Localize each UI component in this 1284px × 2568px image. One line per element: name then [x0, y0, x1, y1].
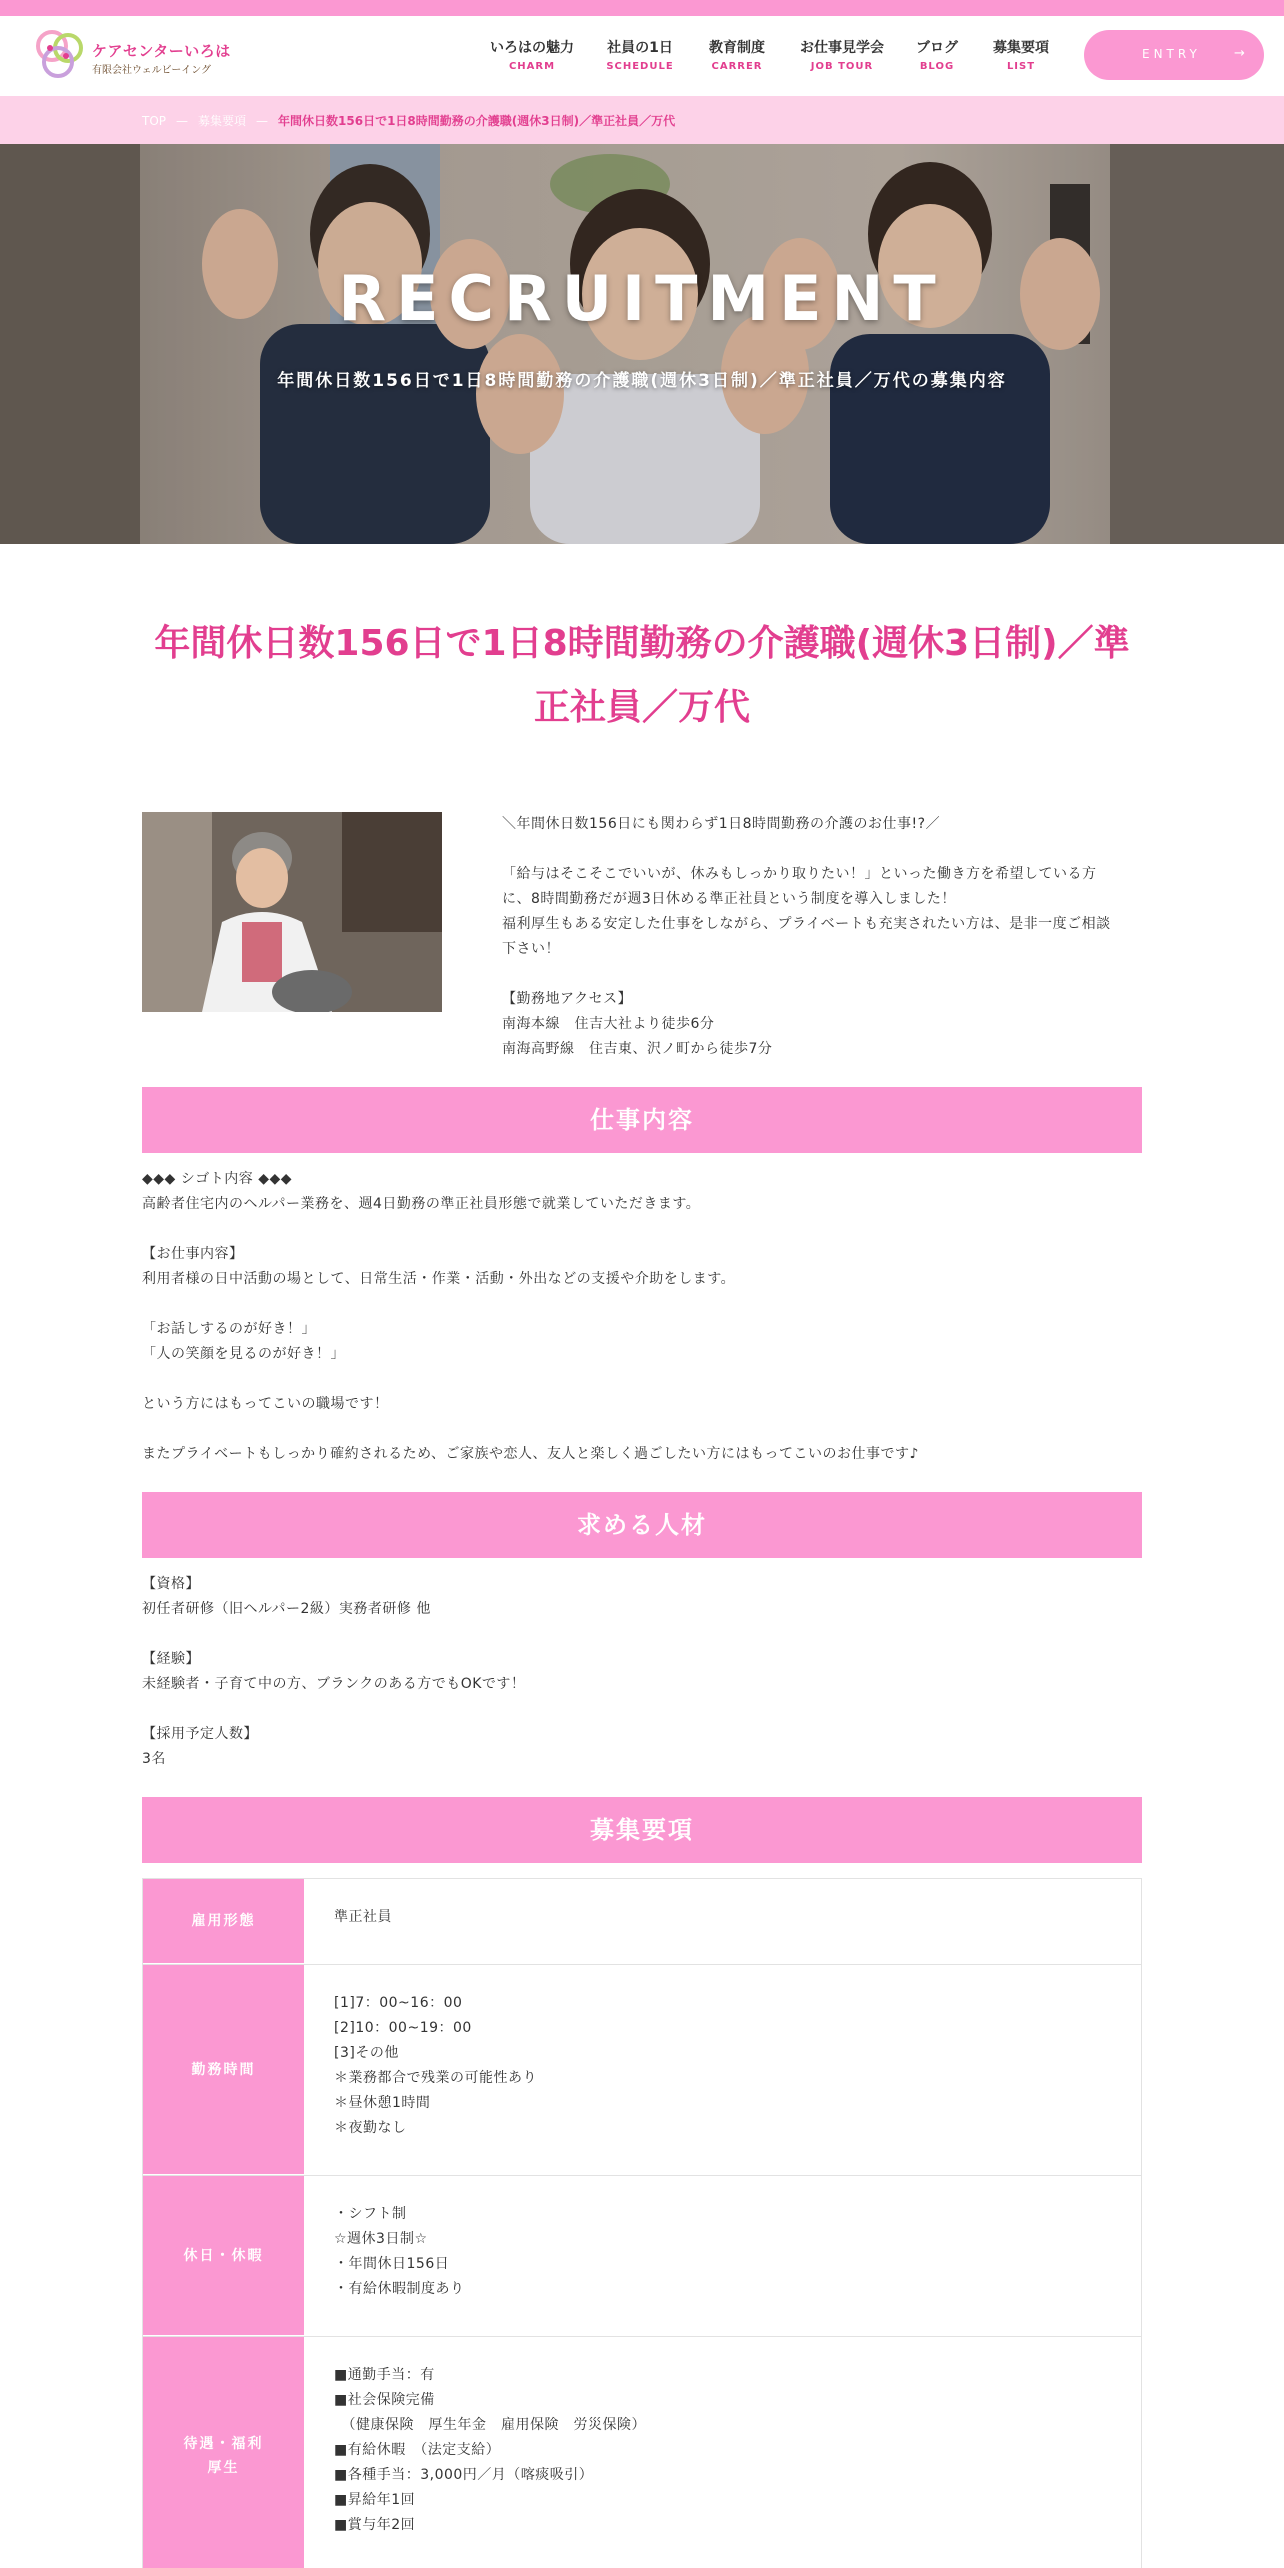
breadcrumb-list-link[interactable]: 募集要項: [198, 114, 247, 128]
people-line: 初任者研修（旧ヘルパー2級）実務者研修 他: [142, 1601, 431, 1617]
table-row-value: [304, 2337, 1141, 2568]
table-cell-line: ■社会保険完備: [334, 2392, 435, 2408]
breadcrumb-separator: —: [176, 114, 189, 128]
job-line: [142, 1217, 1142, 1242]
nav-item-blog[interactable]: [912, 38, 962, 76]
table-row-value: [304, 2176, 1141, 2336]
intro-line: [502, 962, 1142, 987]
job-line: という方にはもってこいの職場です！: [142, 1396, 389, 1412]
table-row-label: 待遇・福利 厚生: [143, 2337, 304, 2568]
section-heading-requirements: 募集要項: [142, 1797, 1142, 1863]
nav-label-jp: お仕事見学会: [800, 40, 884, 56]
site-logo[interactable]: [32, 24, 232, 84]
nav-label-en: LIST: [1006, 61, 1036, 72]
table-cell-line: ＊夜勤なし: [334, 2120, 407, 2136]
breadcrumb-current: 年間休日数156日で1日8時間勤務の介護職(週休3日制)／準正社員／万代: [278, 114, 676, 128]
breadcrumb: [0, 96, 1284, 144]
intro-line: 南海本線 住吉大社より徒歩6分: [502, 1016, 715, 1032]
people-line: 【資格】: [142, 1576, 200, 1592]
intro-line: 【勤務地アクセス】: [502, 991, 633, 1007]
table-cell-line: ・年間休日156日: [334, 2256, 450, 2272]
nav-label-jp: ブログ: [916, 40, 958, 56]
nav-label-en: BLOG: [919, 61, 955, 72]
hero-subtitle: 年間休日数156日で1日8時間勤務の介護職(週休3日制)／準正社員／万代の募集内容: [277, 371, 1007, 391]
table-row-label: 雇用形態: [143, 1879, 304, 1964]
logo-company-sub: 有限会社ウェルビーイング: [92, 65, 211, 76]
hero-banner: [0, 144, 1284, 544]
nav-label-jp: いろはの魅力: [490, 40, 574, 56]
table-cell-line: ・シフト制: [334, 2206, 407, 2222]
table-row-holidays: [143, 2176, 1141, 2337]
table-cell-line: 準正社員: [334, 1909, 392, 1925]
table-row-label: 休日・休暇: [143, 2176, 304, 2336]
people-description: [142, 1572, 1142, 1772]
people-line: [142, 1697, 1142, 1722]
nav-item-job-tour[interactable]: [794, 38, 890, 76]
page-title: 年間休日数156日で1日8時間勤務の介護職(週休3日制)／準正社員／万代: [154, 623, 1130, 728]
site-header: [0, 16, 1284, 96]
arrow-right-icon: →: [1234, 46, 1245, 61]
table-cell-line: ＊業務都合で残業の可能性あり: [334, 2070, 537, 2086]
intro-line: 「給与はそこそこでいいが、休みもしっかり取りたい！」といった働き方を希望している方: [502, 866, 1097, 882]
table-cell-line: [2]10：00~19：00: [334, 2020, 472, 2036]
people-line: 未経験者・子育て中の方、ブランクのある方でもOKです！: [142, 1676, 526, 1692]
intro-line: [502, 837, 1142, 862]
nav-item-carrer[interactable]: [704, 38, 770, 76]
section-heading-people: 求める人材: [142, 1492, 1142, 1558]
nav-item-list[interactable]: [988, 38, 1054, 76]
job-line: [142, 1417, 1142, 1442]
logo-mark-icon: [32, 26, 88, 82]
table-cell-line: ■昇給年1回: [334, 2492, 416, 2508]
staff-photo: [142, 812, 442, 1012]
table-row-benefits: [143, 2337, 1141, 2568]
nav-label-jp: 教育制度: [709, 40, 765, 56]
requirements-table: [142, 1878, 1142, 2568]
intro-line: 福利厚生もある安定した仕事をしながら、プライベートも充実されたい方は、是非一度ご相談: [502, 916, 1111, 932]
nav-item-schedule[interactable]: [602, 38, 678, 76]
table-cell-line: ・有給休暇制度あり: [334, 2281, 465, 2297]
nav-label-jp: 社員の1日: [607, 40, 673, 56]
nav-item-charm[interactable]: [484, 38, 580, 76]
section-heading-job: 仕事内容: [142, 1087, 1142, 1153]
table-row-value: [304, 1879, 1141, 1964]
table-row-hours: [143, 1965, 1141, 2176]
table-cell-line: ■有給休暇 （法定支給）: [334, 2442, 501, 2458]
hero-title: RECRUITMENT: [338, 262, 946, 335]
job-line: 「人の笑顔を見るのが好き！」: [142, 1346, 345, 1362]
job-line: ◆◆◆ シゴト内容 ◆◆◆: [142, 1171, 292, 1187]
nav-label-en: SCHEDULE: [606, 61, 674, 72]
job-line: またプライベートもしっかり確約されるため、ご家族や恋人、友人と楽しく過ごしたい方にはもってこいのお仕事です♪: [142, 1446, 919, 1462]
nav-label-en: CHARM: [508, 61, 556, 72]
nav-label-en: JOB TOUR: [810, 61, 874, 72]
people-line: 【経験】: [142, 1651, 200, 1667]
table-row-label: 勤務時間: [143, 1965, 304, 2175]
job-line: [142, 1367, 1142, 1392]
intro-line: に、8時間勤務だが週3日休める準正社員という制度を導入しました！: [502, 891, 956, 907]
job-line: 利用者様の日中活動の場として、日常生活・作業・活動・外出などの支援や介助をします。: [142, 1271, 736, 1287]
entry-label: ENTRY: [1142, 47, 1201, 61]
table-cell-line: [3]その他: [334, 2045, 399, 2061]
intro-line: 南海高野線 住吉東、沢ノ町から徒歩7分: [502, 1041, 773, 1057]
table-cell-line: ☆週休3日制☆: [334, 2231, 428, 2247]
table-row-employment: [143, 1879, 1141, 1965]
people-line: [142, 1622, 1142, 1647]
job-line: 「お話しするのが好き！」: [142, 1321, 316, 1337]
staff-photo-image: [142, 812, 442, 1012]
intro-text: [502, 812, 1142, 1062]
nav-label-jp: 募集要項: [993, 40, 1049, 56]
job-line: 【お仕事内容】: [142, 1246, 244, 1262]
breadcrumb-separator: —: [256, 114, 269, 128]
table-cell-line: （健康保険 厚生年金 雇用保険 労災保険）: [334, 2417, 646, 2433]
people-line: 3名: [142, 1751, 166, 1767]
hero-staff-photo: [0, 144, 1284, 544]
table-cell-line: ＊昼休憩1時間: [334, 2095, 431, 2111]
job-line: [142, 1292, 1142, 1317]
intro-line: ＼年間休日数156日にも関わらず1日8時間勤務の介護のお仕事!?／: [502, 816, 941, 832]
table-cell-line: ■賞与年2回: [334, 2517, 416, 2533]
table-cell-line: ■通勤手当：有: [334, 2367, 435, 2383]
breadcrumb-top-link[interactable]: TOP: [142, 114, 167, 128]
table-cell-line: [1]7：00~16：00: [334, 1995, 463, 2011]
people-line: 【採用予定人数】: [142, 1726, 258, 1742]
entry-button[interactable]: [1084, 30, 1264, 80]
top-accent-strip: [0, 0, 1284, 16]
table-row-value: [304, 1965, 1141, 2175]
nav-label-en: CARRER: [711, 61, 763, 72]
job-line: 高齢者住宅内のヘルパー業務を、週4日勤務の準正社員形態で就業していただきます。: [142, 1196, 701, 1212]
logo-company-name: ケアセンターいろは: [92, 42, 231, 60]
job-description: [142, 1167, 1142, 1467]
table-cell-line: ■各種手当：3,000円／月（喀痰吸引）: [334, 2467, 594, 2483]
intro-line: 下さい！: [502, 941, 560, 957]
